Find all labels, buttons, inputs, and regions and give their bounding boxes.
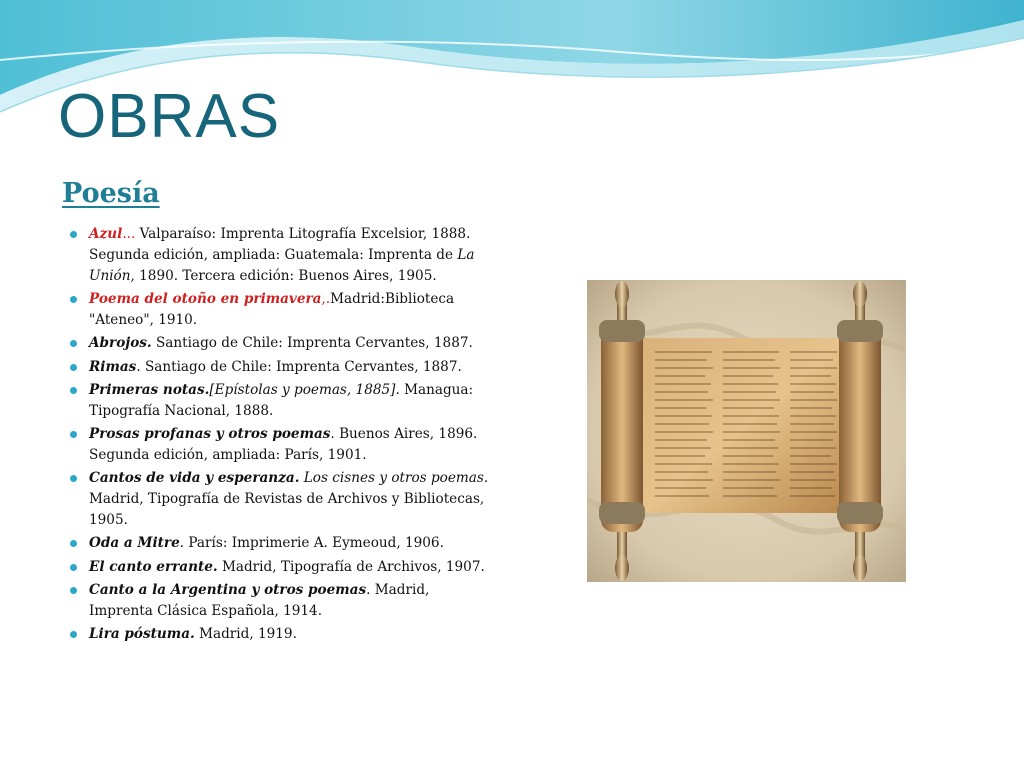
list-item: Primeras notas.[Epístolas y poemas, 1885]. Managua: Tipografía Nacional, 1888. xyxy=(70,380,495,422)
list-item: Abrojos. Santiago de Chile: Imprenta Cervantes, 1887. xyxy=(70,333,495,354)
section-heading: Poesía xyxy=(62,178,160,209)
list-item: Prosas profanas y otros poemas. Buenos Aires, 1896. Segunda edición, ampliada: París, 1901. xyxy=(70,424,495,466)
bullet-icon xyxy=(70,364,77,371)
list-item: Poema del otoño en primavera,.Madrid:Biblioteca "Ateneo", 1910. xyxy=(70,289,495,331)
list-item: Lira póstuma. Madrid, 1919. xyxy=(70,624,495,645)
bullet-icon xyxy=(70,540,77,547)
slide-title: OBRAS xyxy=(58,82,281,151)
works-list xyxy=(70,224,495,648)
list-item: El canto errante. Madrid, Tipografía de Archivos, 1907. xyxy=(70,557,495,578)
bullet-icon xyxy=(70,587,77,594)
bullet-icon xyxy=(70,296,77,303)
bullet-icon xyxy=(70,231,77,238)
parchment-scroll-image xyxy=(587,280,906,582)
list-item: Canto a la Argentina y otros poemas. Madrid, Imprenta Clásica Española, 1914. xyxy=(70,580,495,622)
bullet-icon xyxy=(70,431,77,438)
bullet-icon xyxy=(70,340,77,347)
bullet-icon xyxy=(70,631,77,638)
list-item: Rimas. Santiago de Chile: Imprenta Cervantes, 1887. xyxy=(70,357,495,378)
list-item: Cantos de vida y esperanza. Los cisnes y otros poemas. Madrid, Tipografía de Revistas de Archivos y Bibliotecas, 1905. xyxy=(70,468,495,530)
list-item: Azul... Valparaíso: Imprenta Litografía Excelsior, 1888. Segunda edición, ampliada: Guatemala: Imprenta de La Unión, 1890. Tercera edición: Buenos Aires, 1905. xyxy=(70,224,495,286)
bullet-icon xyxy=(70,564,77,571)
bullet-icon xyxy=(70,475,77,482)
bullet-icon xyxy=(70,387,77,394)
list-item: Oda a Mitre. París: Imprimerie A. Eymeoud, 1906. xyxy=(70,533,495,554)
